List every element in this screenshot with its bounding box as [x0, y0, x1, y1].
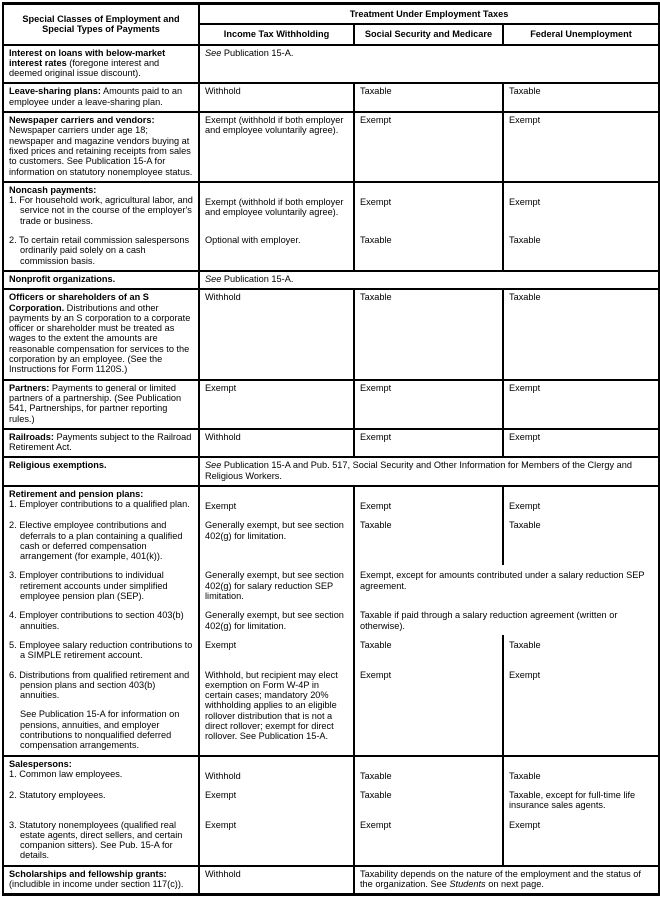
cell-income-tax: Generally exempt, but see section 402(g) for limitation. [199, 605, 354, 635]
cell-religious-all-columns [199, 457, 659, 486]
students-reference: Students [449, 879, 486, 889]
cell-ss-medicare-futa-merged: Taxable if paid through a salary reduction agreement (written or otherwise). [354, 605, 659, 635]
row-label-rest: Payments subject to the Railroad Retirement Act. [9, 431, 192, 453]
cell-ss-medicare: Taxable [354, 230, 503, 271]
row-label-officers [3, 289, 199, 379]
cell-ss-medicare-futa-merged [354, 866, 659, 895]
row-label-retirement-5 [3, 635, 199, 665]
cell-ss-medicare: Exempt [354, 486, 503, 515]
employment-tax-treatment-table [2, 2, 660, 896]
row-label-leave-sharing [3, 83, 199, 112]
list-item: 3. Employer contributions to individual retirement accounts under simplified employee pension plan (SEP). [9, 570, 168, 602]
row-label-scholarships [3, 866, 199, 895]
row-label-religious [3, 457, 199, 486]
row-label-salespersons [3, 756, 199, 785]
list-item: 1. Common law employees. [9, 768, 123, 779]
see-word: See [205, 273, 222, 284]
row-salespersons-2 [3, 785, 659, 815]
row-label-nonprofit [3, 271, 199, 289]
section-heading: Retirement and pension plans: [9, 488, 144, 499]
column-header-income-tax-withholding: Income Tax Withholding [199, 24, 354, 44]
row-label-retirement-6 [3, 665, 199, 756]
row-label-lead: Newspaper carriers and vendors: [9, 115, 155, 126]
cell-income-tax: Exempt [199, 486, 354, 515]
row-label-partners [3, 380, 199, 429]
row-label-retirement [3, 486, 199, 515]
row-partners [3, 380, 659, 429]
column-header-treatment: Treatment Under Employment Taxes [199, 4, 659, 25]
row-label-retirement-2 [3, 515, 199, 565]
cell-ss-medicare: Exempt [354, 815, 503, 866]
cell-income-tax: Exempt [199, 635, 354, 665]
row-label-noncash-2 [3, 230, 199, 271]
column-header-special-classes-label: Special Classes of Employment and Special Types of Payments [22, 14, 180, 35]
row-railroads [3, 429, 659, 458]
cell-futa: Exempt [503, 112, 659, 182]
row-label-rest: Newspaper carriers under age 18; newspaper and magazine vendors buying at fixed prices and retaining receipts from sales to customers. See Publication 15-A for information on statutory nonemployee status. [9, 125, 193, 177]
cell-futa: Exempt [503, 486, 659, 515]
list-item: 3. Statutory nonemployees (qualified real estate agents, direct sellers, and certain companion sitters). See Pub. 15-A for details. [9, 819, 183, 861]
cell-income-tax: Withhold [199, 429, 354, 458]
row-label-rest: Amounts paid to an employee under a leave-sharing plan. [9, 86, 183, 107]
row-label-salespersons-2 [3, 785, 199, 815]
row-nonprofit-organizations [3, 271, 659, 289]
cell-income-tax: Exempt [199, 815, 354, 866]
row-label-lead: Officers or shareholders of an S Corporation. [9, 292, 149, 313]
cell-income-tax: Exempt [199, 785, 354, 815]
cell-income-tax: Exempt (withhold if both employer and employee voluntarily agree). [199, 182, 354, 230]
row-newspaper-carriers [3, 112, 659, 182]
cell-income-tax: Withhold [199, 756, 354, 785]
reference-text: Publication 15-A. [221, 47, 294, 58]
row-retirement-5 [3, 635, 659, 665]
row-scholarships [3, 866, 659, 895]
cell-ss-medicare: Taxable [354, 635, 503, 665]
cell-futa: Exempt [503, 182, 659, 230]
row-religious-exemptions [3, 457, 659, 486]
row-noncash-payments-1 [3, 182, 659, 230]
row-salespersons-1 [3, 756, 659, 785]
column-header-special-classes [3, 4, 199, 45]
row-label-lead: Partners: [9, 382, 50, 393]
row-label-retirement-4 [3, 605, 199, 635]
list-item: 4. Employer contributions to section 403(b) annuities. [9, 610, 184, 631]
row-retirement-4 [3, 605, 659, 635]
cell-ss-medicare-futa-merged: Exempt, except for amounts contributed under a salary reduction SEP agreement. [354, 565, 659, 605]
column-header-federal-unemployment: Federal Unemployment [503, 24, 659, 44]
list-item: 6. Distributions from qualified retirement and pension plans and section 403(b) annuities. [9, 669, 190, 701]
section-heading: Noncash payments: [9, 184, 97, 195]
column-header-social-security-medicare: Social Security and Medicare [354, 24, 503, 44]
row-label-lead: Railroads: [9, 431, 54, 442]
row-label-rest: (foregone interest and deemed original issue discount). [9, 57, 160, 79]
list-item: 1. For household work, agricultural labor, and service not in the course of the employer's trade or business. [9, 195, 193, 226]
cell-nonprofit-all-columns [199, 271, 659, 289]
row-retirement-2 [3, 515, 659, 565]
cell-income-tax: Exempt (withhold if both employer and employee voluntarily agree). [199, 112, 354, 182]
row-label-railroads [3, 429, 199, 458]
cell-futa: Taxable [503, 230, 659, 271]
cell-income-tax: Generally exempt, but see section 402(g) for limitation. [199, 515, 354, 565]
cell-ss-medicare: Exempt [354, 112, 503, 182]
header-row-top [3, 4, 659, 25]
cell-income-tax: Withhold, but recipient may elect exemption on Form W-4P in certain cases; mandatory 20% withholding applies to an eligible rollover distribution that is not a direct rollover; exempt for direct rollover. See Publication 15-A. [199, 665, 354, 756]
row-retirement-6 [3, 665, 659, 756]
list-item: 2. Elective employee contributions and deferrals to a plan containing a qualified cash or deferred compensation arrangement (for example, 401(k)). [9, 520, 183, 562]
row-label-lead: Nonprofit organizations. [9, 273, 116, 284]
cell-income-tax: Withhold [199, 83, 354, 112]
section-heading: Salespersons: [9, 758, 72, 769]
cell-futa: Taxable [503, 756, 659, 785]
row-label-salespersons-3 [3, 815, 199, 866]
cell-ss-medicare: Exempt [354, 182, 503, 230]
cell-ss-medicare: Exempt [354, 380, 503, 429]
row-label-newspaper [3, 112, 199, 182]
cell-futa: Taxable [503, 83, 659, 112]
cell-income-tax: Withhold [199, 289, 354, 379]
list-item-note: See Publication 15-A for information on pensions, annuities, and employer contributions to nonqualified deferred compensation arrangements. [20, 709, 180, 751]
row-officers-s-corporation [3, 289, 659, 379]
see-word: See [205, 47, 222, 58]
cell-ss-medicare: Taxable [354, 515, 503, 565]
cell-ss-medicare: Exempt [354, 429, 503, 458]
cell-futa: Taxable, except for full-time life insurance sales agents. [503, 785, 659, 815]
row-label-lead: Religious exemptions. [9, 460, 107, 471]
merged-text-prefix: Taxability depends on the nature of the employment and the status of the organization. See [360, 868, 641, 889]
row-label-rest: Payments to general or limited partners of a partnership. (See Publication 541, Partnerships, for partner reporting rules.) [9, 382, 182, 424]
reference-text: Publication 15-A and Pub. 517, Social Security and Other Information for Members of the Clergy and Religious Workers. [205, 460, 632, 481]
cell-income-tax: Generally exempt, but see section 402(g) for salary reduction SEP limitation. [199, 565, 354, 605]
row-retirement-1 [3, 486, 659, 515]
cell-ss-medicare: Taxable [354, 785, 503, 815]
cell-futa: Exempt [503, 815, 659, 866]
cell-ss-medicare: Exempt [354, 665, 503, 756]
cell-ss-medicare: Taxable [354, 83, 503, 112]
row-label-retirement-3 [3, 565, 199, 605]
reference-text: Publication 15-A. [221, 273, 294, 284]
row-label-lead: Interest on loans with below-market interest rates [9, 47, 166, 68]
cell-futa: Exempt [503, 380, 659, 429]
row-interest-on-loans [3, 45, 659, 84]
row-noncash-payments-2 [3, 230, 659, 271]
row-label-rest: Distributions and other payments by an S corporation to a corporate officer or shareholder must be treated as wages to the extent the amounts are reasonable compensation for services to the corporation by an employee. (See the Instructions for Form 1120S.) [9, 302, 191, 375]
row-label-lead: Leave-sharing plans: [9, 86, 101, 97]
cell-futa: Taxable [503, 289, 659, 379]
cell-futa: Taxable [503, 635, 659, 665]
cell-ss-medicare: Taxable [354, 756, 503, 785]
list-item: 1. Employer contributions to a qualified plan. [9, 499, 190, 510]
row-label-interest [3, 45, 199, 84]
list-item: 2. To certain retail commission salespersons ordinarily paid solely on a cash commission basis. [9, 235, 190, 266]
cell-interest-all-columns [199, 45, 659, 84]
cell-futa: Taxable [503, 515, 659, 565]
list-item: 2. Statutory employees. [9, 789, 106, 800]
row-leave-sharing-plans [3, 83, 659, 112]
see-word: See [205, 460, 222, 471]
cell-futa: Exempt [503, 429, 659, 458]
row-label-lead: Scholarships and fellowship grants: [9, 868, 167, 879]
cell-income-tax: Exempt [199, 380, 354, 429]
cell-income-tax: Optional with employer. [199, 230, 354, 271]
list-item: 5. Employee salary reduction contributions to a SIMPLE retirement account. [9, 639, 193, 661]
merged-text-suffix: on next page. [485, 879, 544, 889]
row-label-rest: (includible in income under section 117(c)). [9, 879, 184, 889]
row-salespersons-3 [3, 815, 659, 866]
cell-futa: Exempt [503, 665, 659, 756]
cell-ss-medicare: Taxable [354, 289, 503, 379]
row-retirement-3 [3, 565, 659, 605]
cell-income-tax: Withhold [199, 866, 354, 895]
row-label-noncash [3, 182, 199, 230]
